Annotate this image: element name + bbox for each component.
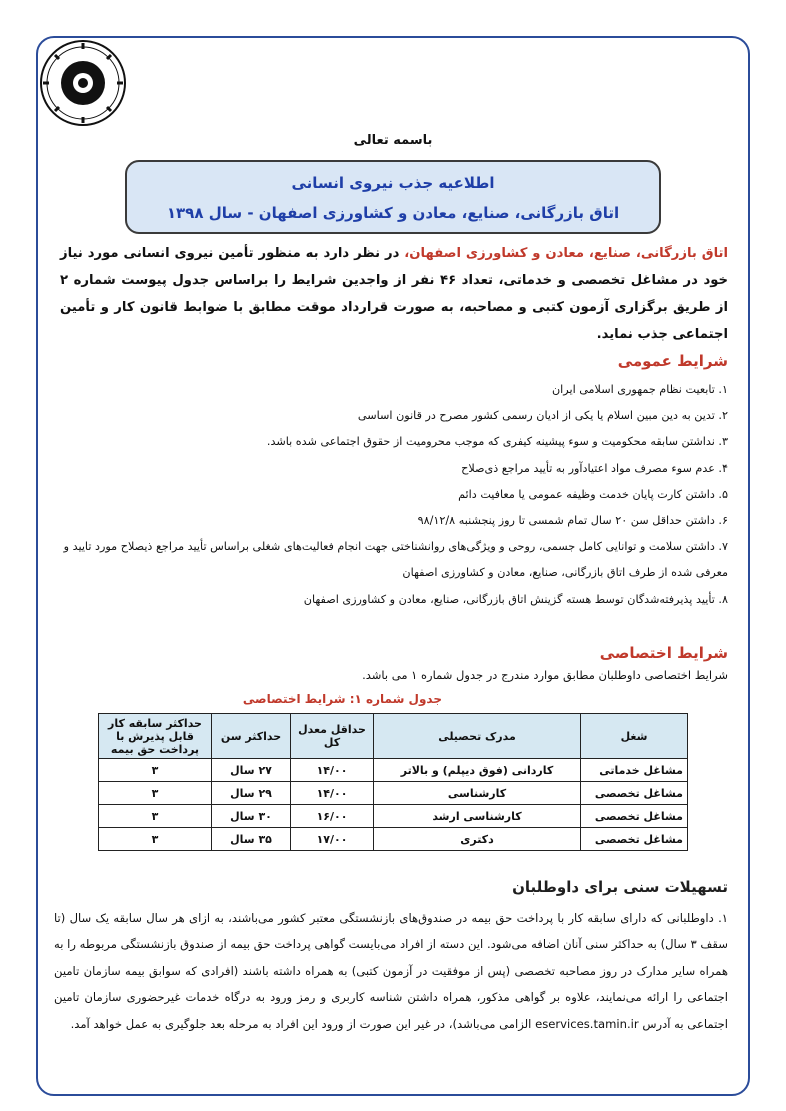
table-cell: کاردانی (فوق دیپلم) و بالاتر xyxy=(374,759,581,782)
column-header-max-age: حداکثر سن xyxy=(212,714,291,759)
table-cell: ۱۶/۰۰ xyxy=(291,805,374,828)
specific-conditions-table xyxy=(98,713,688,851)
table-cell: ۳۰ سال xyxy=(212,805,291,828)
table-row xyxy=(99,782,688,805)
table-cell: ۳ xyxy=(99,782,212,805)
list-item: ۴. عدم سوء مصرف مواد اعتیادآور به تأیید مراجع ذی‌صلاح xyxy=(461,461,728,475)
column-header-max-experience: حداکثر سابقه کار قابل پذیرش با پرداخت حق بیمه xyxy=(99,714,212,759)
table-cell: کارشناسی ارشد xyxy=(374,805,581,828)
table-cell: ۳ xyxy=(99,759,212,782)
table-cell: ۱۷/۰۰ xyxy=(291,828,374,851)
column-header-min-gpa: حداقل معدل کل xyxy=(291,714,374,759)
age-facilities-text: ۱. داوطلبانی که دارای سابقه کار با پرداخت حق بیمه در صندوق‌های بازنشستگی معتبر کشور می‌باشند، به ازای هر سال سابقه یک سال (تا سقف ۳ سال) به حداکثر سنی آنان اضافه می‌شود. این دسته از افراد می‌بایست گواهی پرداخت حق بیمه از صندوق بازنشستگی مربوطه را به همراه سایر مدارک در روز مصاحبه تخصصی (پس از موفقیت در آزمون کتبی) به همراه داشته باشند (افرادی که سوابق بیمه سازمان تامین اجتماعی را ارائه می‌نمایند، علاوه بر گواهی مذکور، همراه داشتن شناسه کاربری و رمز ورود به درگاه خدمات غیرحضوری سازمان تامین اجتماعی به آدرس eservices.tamin.ir الزامی می‌باشد)، در غیر این صورت از ورود این افراد به مرحله بعد جلوگیری به عمل خواهد آمد. xyxy=(54,911,728,1031)
table-cell: مشاغل خدماتی xyxy=(581,759,688,782)
table-cell: مشاغل تخصصی xyxy=(581,782,688,805)
table-row xyxy=(99,759,688,782)
table-cell: ۲۹ سال xyxy=(212,782,291,805)
table-cell: ۳ xyxy=(99,828,212,851)
list-item: ۸. تأیید پذیرفته‌شدگان توسط هسته گزینش اتاق بازرگانی، صنایع، معادن و کشاورزی اصفهان xyxy=(303,592,728,606)
specific-conditions-heading: شرایط اختصاصی xyxy=(599,644,728,662)
list-item: ۲. تدین به دین مبین اسلام یا یکی از ادیان رسمی کشور مصرح در قانون اساسی xyxy=(357,409,728,423)
table-header-row xyxy=(99,714,688,759)
table-row xyxy=(99,828,688,851)
table-cell: ۳۵ سال xyxy=(212,828,291,851)
title-box xyxy=(125,160,661,234)
table-cell: مشاغل تخصصی xyxy=(581,828,688,851)
basmala: باسمه تعالی xyxy=(353,133,433,148)
column-header-job: شغل xyxy=(581,714,688,759)
general-conditions-list xyxy=(40,377,728,613)
table-cell: کارشناسی xyxy=(374,782,581,805)
column-header-degree: مدرک تحصیلی xyxy=(374,714,581,759)
table-cell: ۱۴/۰۰ xyxy=(291,782,374,805)
announcement-subtitle: اتاق بازرگانی، صنایع، معادن و کشاورزی اصفهان - سال ۱۳۹۸ xyxy=(166,204,620,222)
table-cell: مشاغل تخصصی xyxy=(581,805,688,828)
general-conditions-heading: شرایط عمومی xyxy=(617,352,728,370)
list-item: ۷. داشتن سلامت و توانایی کامل جسمی، روحی و ویژگی‌های روانشناختی جهت انجام فعالیت‌های شغلی براساس تأیید مراجع ذیصلاح مورد تایید و معرفی شده از طرف اتاق بازرگانی، صنایع، معادن و کشاورزی اصفهان xyxy=(63,540,728,580)
table-cell: ۱۴/۰۰ xyxy=(291,759,374,782)
intro-org-name: اتاق بازرگانی، صنایع، معادن و کشاورزی اصفهان، xyxy=(404,246,728,261)
table-cell: ۳ xyxy=(99,805,212,828)
announcement-title: اطلاعیه جذب نیروی انسانی xyxy=(291,174,495,192)
table-cell: ۲۷ سال xyxy=(212,759,291,782)
intro-text: در نظر دارد به منظور تأمین نیروی انسانی مورد نیاز خود در مشاغل تخصصی و خدماتی، تعداد ۴۶ نفر از واجدین شرایط را براساس جدول پیوست شماره ۲ از طریق برگزاری آزمون کتبی و مصاحبه، به صورت قرارداد موقت مطابق با ضوابط قانون کار و تأمین اجتماعی جذب نماید. xyxy=(60,246,728,342)
specific-conditions-text: شرایط اختصاصی داوطلبان مطابق موارد مندرج در جدول شماره ۱ می باشد. xyxy=(362,668,728,682)
list-item: ۱. تابعیت نظام جمهوری اسلامی ایران xyxy=(551,383,728,396)
list-item: ۵. داشتن کارت پایان خدمت وظیفه عمومی یا معافیت دائم xyxy=(458,487,728,501)
table-cell: دکتری xyxy=(374,828,581,851)
intro-paragraph xyxy=(60,240,728,348)
chamber-of-commerce-emblem xyxy=(38,38,128,128)
list-item: ۳. نداشتن سابقه محکومیت و سوء پیشینه کیفری که موجب محرومیت از حقوق اجتماعی شده باشد. xyxy=(266,435,728,449)
list-item: ۶. داشتن حداقل سن ۲۰ سال تمام شمسی تا روز پنجشنبه ۹۸/۱۲/۸ xyxy=(417,514,728,528)
table-row xyxy=(99,805,688,828)
table-caption: جدول شماره ۱: شرایط اختصاصی xyxy=(242,692,442,706)
age-facilities-heading: تسهیلات سنی برای داوطلبان xyxy=(512,878,728,896)
